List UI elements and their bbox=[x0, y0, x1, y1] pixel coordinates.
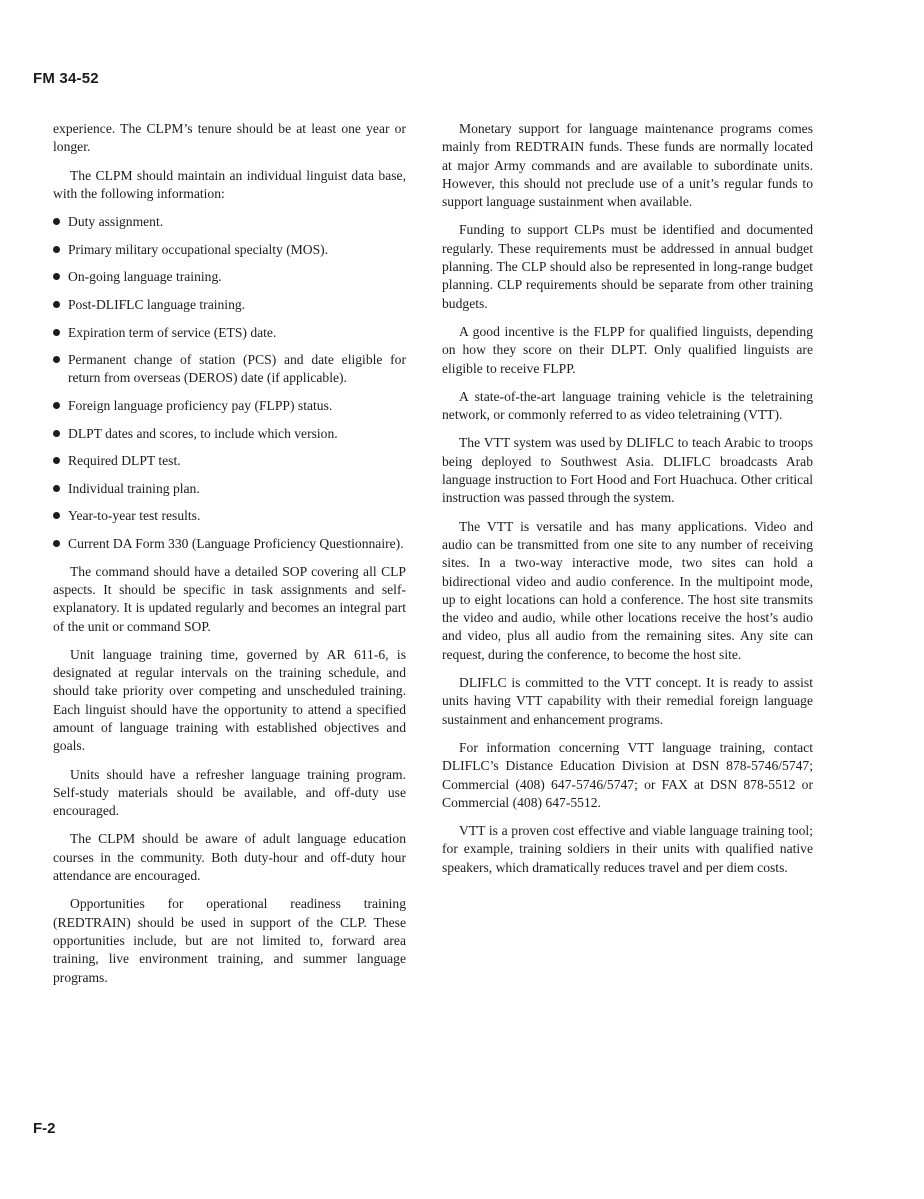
paragraph: VTT is a proven cost effective and viable language training tool; for example, training soldiers in their units with qualified native speakers, which dramatically reduces travel and per diem costs. bbox=[442, 823, 813, 875]
paragraph: The VTT system was used by DLIFLC to teach Arabic to troops being deployed to Southwest Asia. DLIFLC broadcasts Arab language instruction to Fort Hood and Fort Huachuca. Other critical instruction was passed through the system. bbox=[442, 435, 813, 506]
list-item-text: Foreign language proficiency pay (FLPP) status. bbox=[68, 398, 333, 414]
bullet-icon bbox=[53, 457, 60, 464]
list-item bbox=[53, 241, 406, 259]
paragraph: A state-of-the-art language training vehicle is the teletraining network, or commonly referred to as video teletraining (VTT). bbox=[442, 388, 813, 423]
list-item-text: Current DA Form 330 (Language Proficiency Questionnaire). bbox=[68, 536, 404, 552]
bullet-icon bbox=[53, 540, 60, 547]
list-item-text: Duty assignment. bbox=[68, 214, 164, 230]
bullet-icon bbox=[53, 329, 60, 336]
paragraph: Funding to support CLPs must be identified and documented regularly. These requirements must be addressed in annual budget planning. The CLP should also be represented in long-range budget planning. CLP requirements should be separate from other training budgets. bbox=[442, 222, 813, 311]
bullet-icon bbox=[53, 356, 60, 363]
bullet-icon bbox=[53, 273, 60, 280]
right-column bbox=[442, 120, 813, 887]
list-item-text: Permanent change of station (PCS) and date eligible for return from overseas (DEROS) date (if applicable). bbox=[68, 352, 406, 386]
list-item bbox=[53, 535, 406, 553]
list-item-text: Expiration term of service (ETS) date. bbox=[68, 324, 277, 340]
bullet-icon bbox=[53, 512, 60, 519]
paragraph: The CLPM should be aware of adult language education courses in the community. Both duty-hour and off-duty hour attendance are encouraged. bbox=[53, 831, 406, 884]
bullet-icon bbox=[53, 246, 60, 253]
bullet-icon bbox=[53, 430, 60, 437]
list-item bbox=[53, 213, 406, 231]
left-column bbox=[53, 120, 406, 997]
paragraph: The CLPM should maintain an individual linguist data base, with the following information: bbox=[53, 167, 406, 201]
list-item-text: Individual training plan. bbox=[68, 480, 200, 496]
list-item bbox=[53, 452, 406, 470]
bullet-icon bbox=[53, 218, 60, 225]
list-item-text: Year-to-year test results. bbox=[68, 508, 201, 524]
paragraph: Units should have a refresher language training program. Self-study materials should be available, and off-duty use encouraged. bbox=[53, 766, 406, 819]
bullet-icon bbox=[53, 485, 60, 492]
document-id-header: FM 34-52 bbox=[33, 70, 99, 87]
list-item bbox=[53, 324, 406, 342]
list-item bbox=[53, 351, 406, 388]
page-number: F-2 bbox=[33, 1120, 56, 1137]
paragraph: Monetary support for language maintenance programs comes mainly from REDTRAIN funds. These funds are normally located at major Army commands and are available to subordinate units. However, this should not preclude use of a unit’s regular funds to support language sustainment when available. bbox=[442, 121, 813, 210]
paragraph: A good incentive is the FLPP for qualified linguists, depending on how they score on their DLPT. Only qualified linguists are eligible to receive FLPP. bbox=[442, 323, 813, 376]
list-item bbox=[53, 268, 406, 286]
paragraph: DLIFLC is committed to the VTT concept. It is ready to assist units having VTT capability with their remedial foreign language sustainment and enhancement programs. bbox=[442, 675, 813, 727]
list-item bbox=[53, 425, 406, 443]
paragraph: experience. The CLPM’s tenure should be at least one year or longer. bbox=[53, 121, 406, 155]
paragraph: Opportunities for operational readiness training (REDTRAIN) should be used in support of the CLP. These opportunities include, but are not limited to, forward area training, live environment training, and summer language programs. bbox=[53, 896, 406, 985]
paragraph: The command should have a detailed SOP covering all CLP aspects. It should be specific in task assignments and self-explanatory. It is updated regularly and becomes an integral part of the unit or command SOP. bbox=[53, 563, 406, 634]
list-item bbox=[53, 480, 406, 498]
paragraph: For information concerning VTT language training, contact DLIFLC’s Distance Education Division at DSN 878-5746/5747; Commercial (408) 647-5746/5747; or FAX at DSN 878-5512 or Commercial (408) 647-5512. bbox=[442, 739, 813, 810]
list-item bbox=[53, 397, 406, 415]
bullet-icon bbox=[53, 402, 60, 409]
bullet-list bbox=[53, 213, 406, 553]
list-item-text: Required DLPT test. bbox=[68, 453, 181, 469]
paragraph: Unit language training time, governed by AR 611-6, is designated at regular intervals on the training schedule, and should take priority over competing and unscheduled training. Each linguist should have the opportunity to attend a specified amount of language training with established objectives and goals. bbox=[53, 646, 406, 754]
list-item bbox=[53, 507, 406, 525]
list-item-text: DLPT dates and scores, to include which version. bbox=[68, 425, 338, 441]
paragraph: The VTT is versatile and has many applications. Video and audio can be transmitted from one site to any number of receiving sites. In a two-way interactive mode, two sites can hold a bidirectional video and audio conference. In the multipoint mode, up to eight locations can hold a conference. The host site transmits the video and audio, while other locations receive the host’s audio and video, plus all audio from the remaining sites. Any site can request, during the conference, to become the host site. bbox=[442, 518, 813, 662]
list-item-text: On-going language training. bbox=[68, 269, 222, 285]
list-item-text: Post-DLIFLC language training. bbox=[68, 296, 246, 312]
list-item bbox=[53, 296, 406, 314]
list-item-text: Primary military occupational specialty (MOS). bbox=[68, 241, 329, 257]
bullet-icon bbox=[53, 301, 60, 308]
